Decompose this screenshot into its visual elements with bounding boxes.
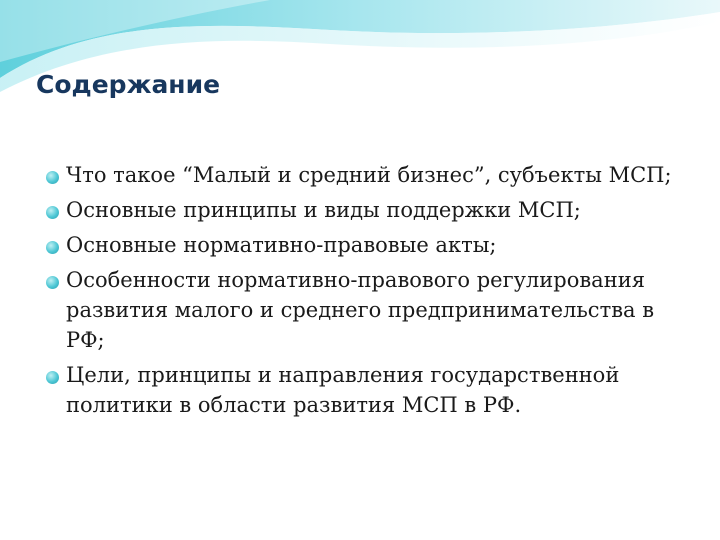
- list-item-text: Особенности нормативно-правового регулирования развития малого и среднего предпринимательства в РФ;: [66, 268, 655, 352]
- bullet-icon: [46, 276, 59, 289]
- list-item-text: Основные нормативно-правовые акты;: [66, 233, 497, 257]
- list-item: [46, 195, 686, 225]
- bullet-icon: [46, 371, 59, 384]
- bullet-icon: [46, 241, 59, 254]
- bullet-icon: [46, 171, 59, 184]
- list-item-text: Основные принципы и виды поддержки МСП;: [66, 198, 581, 222]
- list-item: [46, 360, 686, 420]
- list-item: [46, 265, 686, 355]
- bullet-list: [46, 160, 686, 425]
- list-item-text: Что такое “Малый и средний бизнес”, субъекты МСП;: [66, 163, 672, 187]
- bullet-icon: [46, 206, 59, 219]
- slide-title: Содержание: [36, 70, 221, 99]
- list-item: [46, 230, 686, 260]
- list-item-text: Цели, принципы и направления государственной политики в области развития МСП в РФ.: [66, 363, 620, 417]
- list-item: [46, 160, 686, 190]
